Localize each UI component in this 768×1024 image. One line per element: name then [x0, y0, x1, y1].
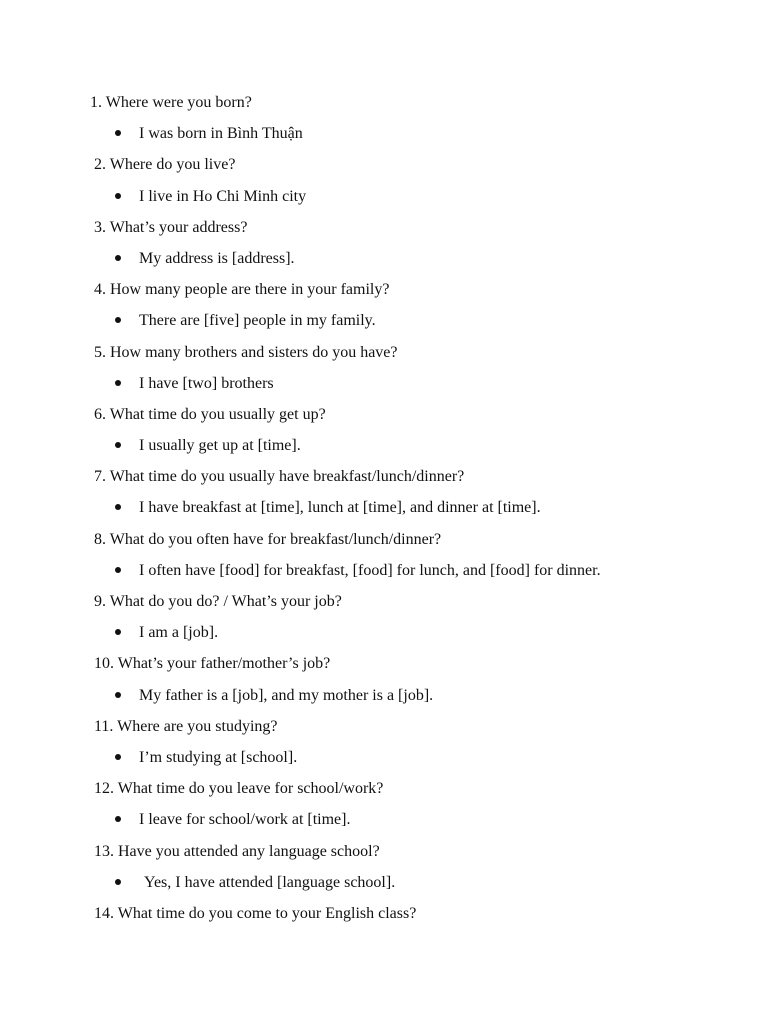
bullet-icon — [115, 816, 121, 822]
question-10: 10. What’s your father/mother’s job? — [94, 655, 331, 673]
answer-10 — [0, 685, 768, 716]
question-3: 3. What’s your address? — [94, 218, 248, 236]
bullet-icon — [115, 255, 121, 261]
bullet-icon — [115, 317, 121, 323]
question-14: 14. What time do you come to your English class? — [94, 904, 417, 922]
answer-1 — [0, 123, 768, 154]
bullet-icon — [115, 754, 121, 760]
bullet-icon — [115, 567, 121, 573]
answer-4 — [0, 310, 768, 341]
answer-text: I usually get up at [time]. — [139, 437, 301, 455]
answer-8 — [0, 560, 768, 591]
answer-text: Yes, I have attended [language school]. — [144, 873, 396, 891]
answer-text: I live in Ho Chi Minh city — [139, 187, 307, 205]
answer-7 — [0, 497, 768, 528]
answer-text: My address is [address]. — [139, 249, 295, 267]
answer-3 — [0, 248, 768, 279]
question-13: 13. Have you attended any language school? — [94, 842, 380, 860]
answer-text: My father is a [job], and my mother is a [job]. — [139, 686, 434, 704]
qa-list — [0, 92, 768, 934]
bullet-icon — [115, 504, 121, 510]
question-1: 1. Where were you born? — [90, 94, 252, 111]
answer-text: I often have [food] for breakfast, [food] for lunch, and [food] for dinner. — [139, 561, 601, 579]
question-12: 12. What time do you leave for school/work? — [94, 780, 384, 798]
answer-13 — [0, 872, 768, 903]
question-4: 4. How many people are there in your family? — [94, 281, 390, 299]
answer-12 — [0, 809, 768, 840]
bullet-icon — [115, 629, 121, 635]
answer-5 — [0, 373, 768, 404]
answer-text: I am a [job]. — [139, 624, 219, 642]
question-11: 11. Where are you studying? — [94, 717, 278, 735]
answer-text: There are [five] people in my family. — [139, 312, 376, 330]
question-5: 5. How many brothers and sisters do you have? — [94, 343, 398, 361]
answer-text: I have [two] brothers — [139, 374, 274, 392]
bullet-icon — [115, 193, 121, 199]
answer-11 — [0, 747, 768, 778]
answer-text: I was born in Bình Thuận — [139, 125, 303, 143]
question-7: 7. What time do you usually have breakfast/lunch/dinner? — [94, 468, 465, 486]
bullet-icon — [115, 692, 121, 698]
question-9: 9. What do you do? / What’s your job? — [94, 593, 342, 610]
answer-text: I’m studying at [school]. — [139, 748, 298, 766]
answer-9 — [0, 622, 768, 653]
answer-6 — [0, 435, 768, 466]
bullet-icon — [115, 442, 121, 448]
answer-2 — [0, 186, 768, 217]
bullet-icon — [115, 130, 121, 136]
question-6: 6. What time do you usually get up? — [94, 405, 326, 423]
answer-text: I leave for school/work at [time]. — [139, 811, 351, 829]
question-2: 2. Where do you live? — [94, 156, 236, 174]
question-8: 8. What do you often have for breakfast/lunch/dinner? — [94, 530, 442, 548]
answer-text: I have breakfast at [time], lunch at [time], and dinner at [time]. — [139, 499, 541, 517]
bullet-icon — [115, 380, 121, 386]
bullet-icon — [115, 879, 121, 885]
